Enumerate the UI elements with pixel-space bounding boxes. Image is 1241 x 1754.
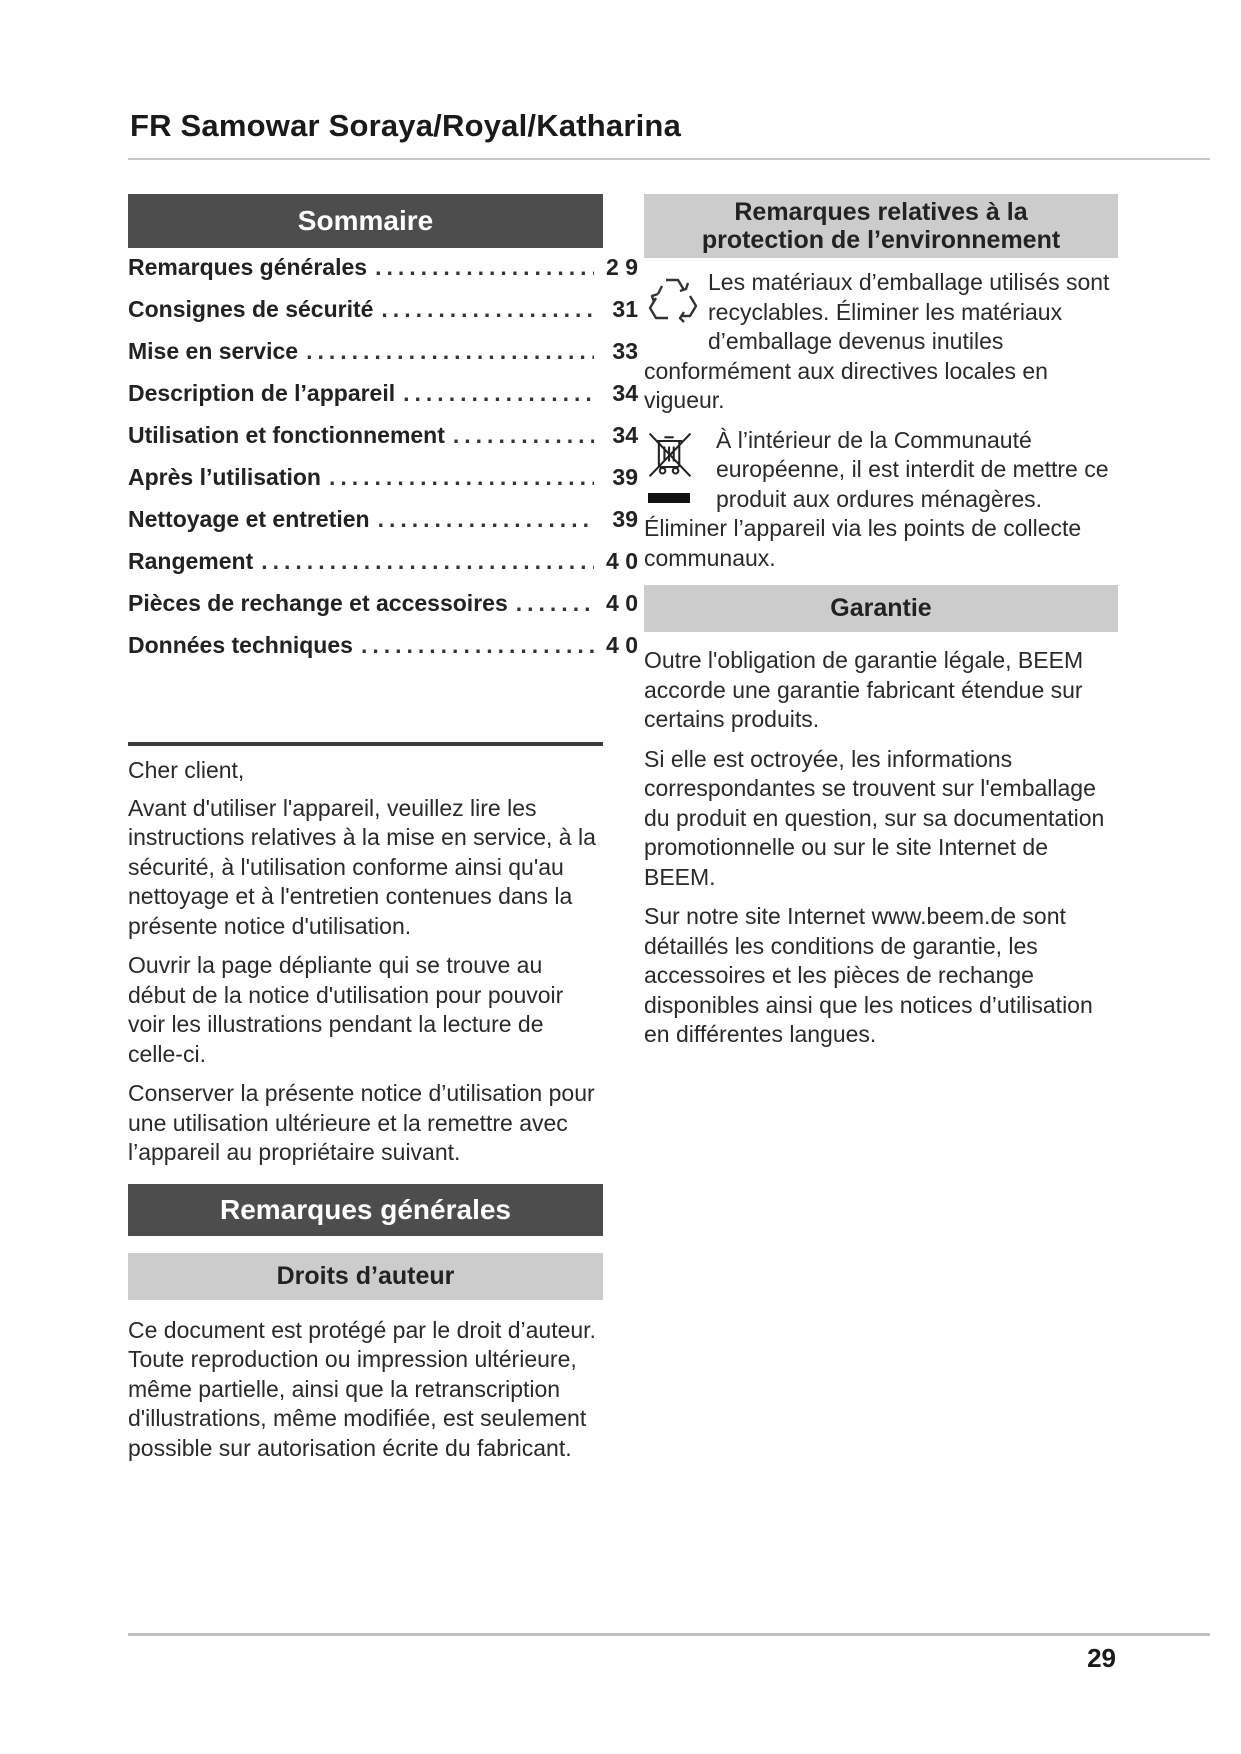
right-column [644,194,1118,1060]
toc-entry-page: 34 [612,380,638,406]
page-number: 29 [1087,1643,1116,1673]
intro-paragraph: Avant d'utiliser l'appareil, veuillez lire les instructions relatives à la mise en service, à la sécurité, à l'utilisation conforme ainsi qu'au nettoyage et à l'entretien contenues dans la présente notice d'utilisation. [128,794,596,939]
copyright-heading: Droits d’auteur [128,1253,603,1300]
toc-entry-title: Après l’utilisation [128,464,321,490]
intro-greeting: Cher client, [128,757,245,783]
environment-heading-line2: protection de l’environnement [701,226,1061,254]
toc-entry-page: 31 [612,296,638,322]
toc-entry-page: 39 [612,464,638,490]
intro-paragraph: Conserver la présente notice d’utilisation pour une utilisation ultérieure et la remettre avec l’appareil au propriétaire suivant. [128,1080,595,1165]
warranty-heading: Garantie [644,585,1118,632]
toc-entry [128,254,638,296]
toc-entry-leader [378,506,594,533]
weee-text: À l’intérieur de la Communauté européenne, il est interdit de mettre ce produit aux ordures ménagères. Éliminer l’appareil via les points de collecte communaux. [644,426,1109,571]
toc-entry [128,506,638,548]
recycle-paragraph [644,268,1118,416]
toc-entry-page: 2 9 [606,254,638,280]
toc-entry [128,590,638,632]
warranty-paragraph: Si elle est octroyée, les informations correspondantes se trouvent sur l'emballage du produit en question, sur sa documentation promotionnelle ou sur le site Internet de BEEM. [644,745,1105,890]
toc-entry-leader [403,380,594,407]
environment-heading-line1: Remarques relatives à la [734,198,1028,226]
environment-heading [644,194,1118,258]
toc-entry [128,338,638,380]
toc-entry-page: 33 [612,338,638,364]
waste-bin-icon [644,428,696,480]
intro-section [128,756,603,1168]
warranty-paragraph: Sur notre site Internet www.beem.de sont détaillés les conditions de garantie, les accessoires et les pièces de rechange disponibles ainsi que les notices d’utilisation en différentes langues. [644,903,1093,1047]
toc-entry [128,296,638,338]
toc-entry-page: 39 [612,506,638,532]
toc-entry-leader [329,464,594,491]
page-title: FR Samowar Soraya/Royal/Katharina [130,108,682,143]
toc-entry-title: Pièces de rechange et accessoires [128,590,508,616]
toc-entry-title: Consignes de sécurité [128,296,374,322]
recycle-text: Les matériaux d’emballage utilisés sont recyclables. Éliminer les matériaux d’emballage devenus inutiles conformément aux directives locales en vigueur. [644,269,1110,413]
toc-entry-page: 34 [612,422,638,448]
recycle-icon [644,272,700,328]
copyright-text: Ce document est protégé par le droit d’auteur. Toute reproduction ou impression ultérieure, même partielle, ainsi que la retranscription d'illustrations, même modifiée, est seulement possible sur autorisation écrite du fabricant. [128,1316,596,1461]
copyright-section [128,1316,603,1464]
toc-entry-page: 4 0 [606,548,638,574]
toc-entry-leader [516,590,594,617]
footer-rule [128,1633,1210,1636]
toc-entry-leader [261,548,594,575]
toc-entry-title: Rangement [128,548,254,574]
toc-entry [128,380,638,422]
toc-entry-leader [375,254,594,281]
toc-entry-leader [306,338,594,365]
toc-entry [128,464,638,506]
toc-divider [128,742,603,746]
toc-entry-leader [381,296,594,323]
intro-paragraph: Ouvrir la page dépliante qui se trouve au début de la notice d'utilisation pour pouvoir voir les illustrations pendant la lecture de celle-ci. [128,952,564,1067]
toc-heading: Sommaire [128,194,603,248]
table-of-contents [128,254,638,674]
left-column [128,194,638,1473]
warranty-section [644,646,1118,1050]
toc-entry-title: Mise en service [128,338,299,364]
toc-entry-title: Données techniques [128,632,353,658]
warranty-paragraph: Outre l'obligation de garantie légale, BEEM accorde une garantie fabricant étendue sur certains produits. [644,647,1084,732]
crossed-bin-icon [644,428,702,508]
toc-entry-leader [361,632,594,659]
header-rule [128,158,1210,160]
weee-paragraph [644,426,1118,574]
toc-entry-leader [453,422,594,449]
toc-entry [128,632,638,674]
toc-entry-title: Utilisation et fonctionnement [128,422,445,448]
toc-entry [128,548,638,590]
toc-entry-title: Nettoyage et entretien [128,506,370,532]
environment-section [644,268,1118,573]
toc-entry [128,422,638,464]
toc-entry-page: 4 0 [606,632,638,658]
toc-entry-title: Remarques générales [128,254,368,280]
weee-bar [648,493,690,503]
toc-entry-page: 4 0 [606,590,638,616]
general-remarks-heading: Remarques générales [128,1184,603,1236]
toc-entry-title: Description de l’appareil [128,380,396,406]
